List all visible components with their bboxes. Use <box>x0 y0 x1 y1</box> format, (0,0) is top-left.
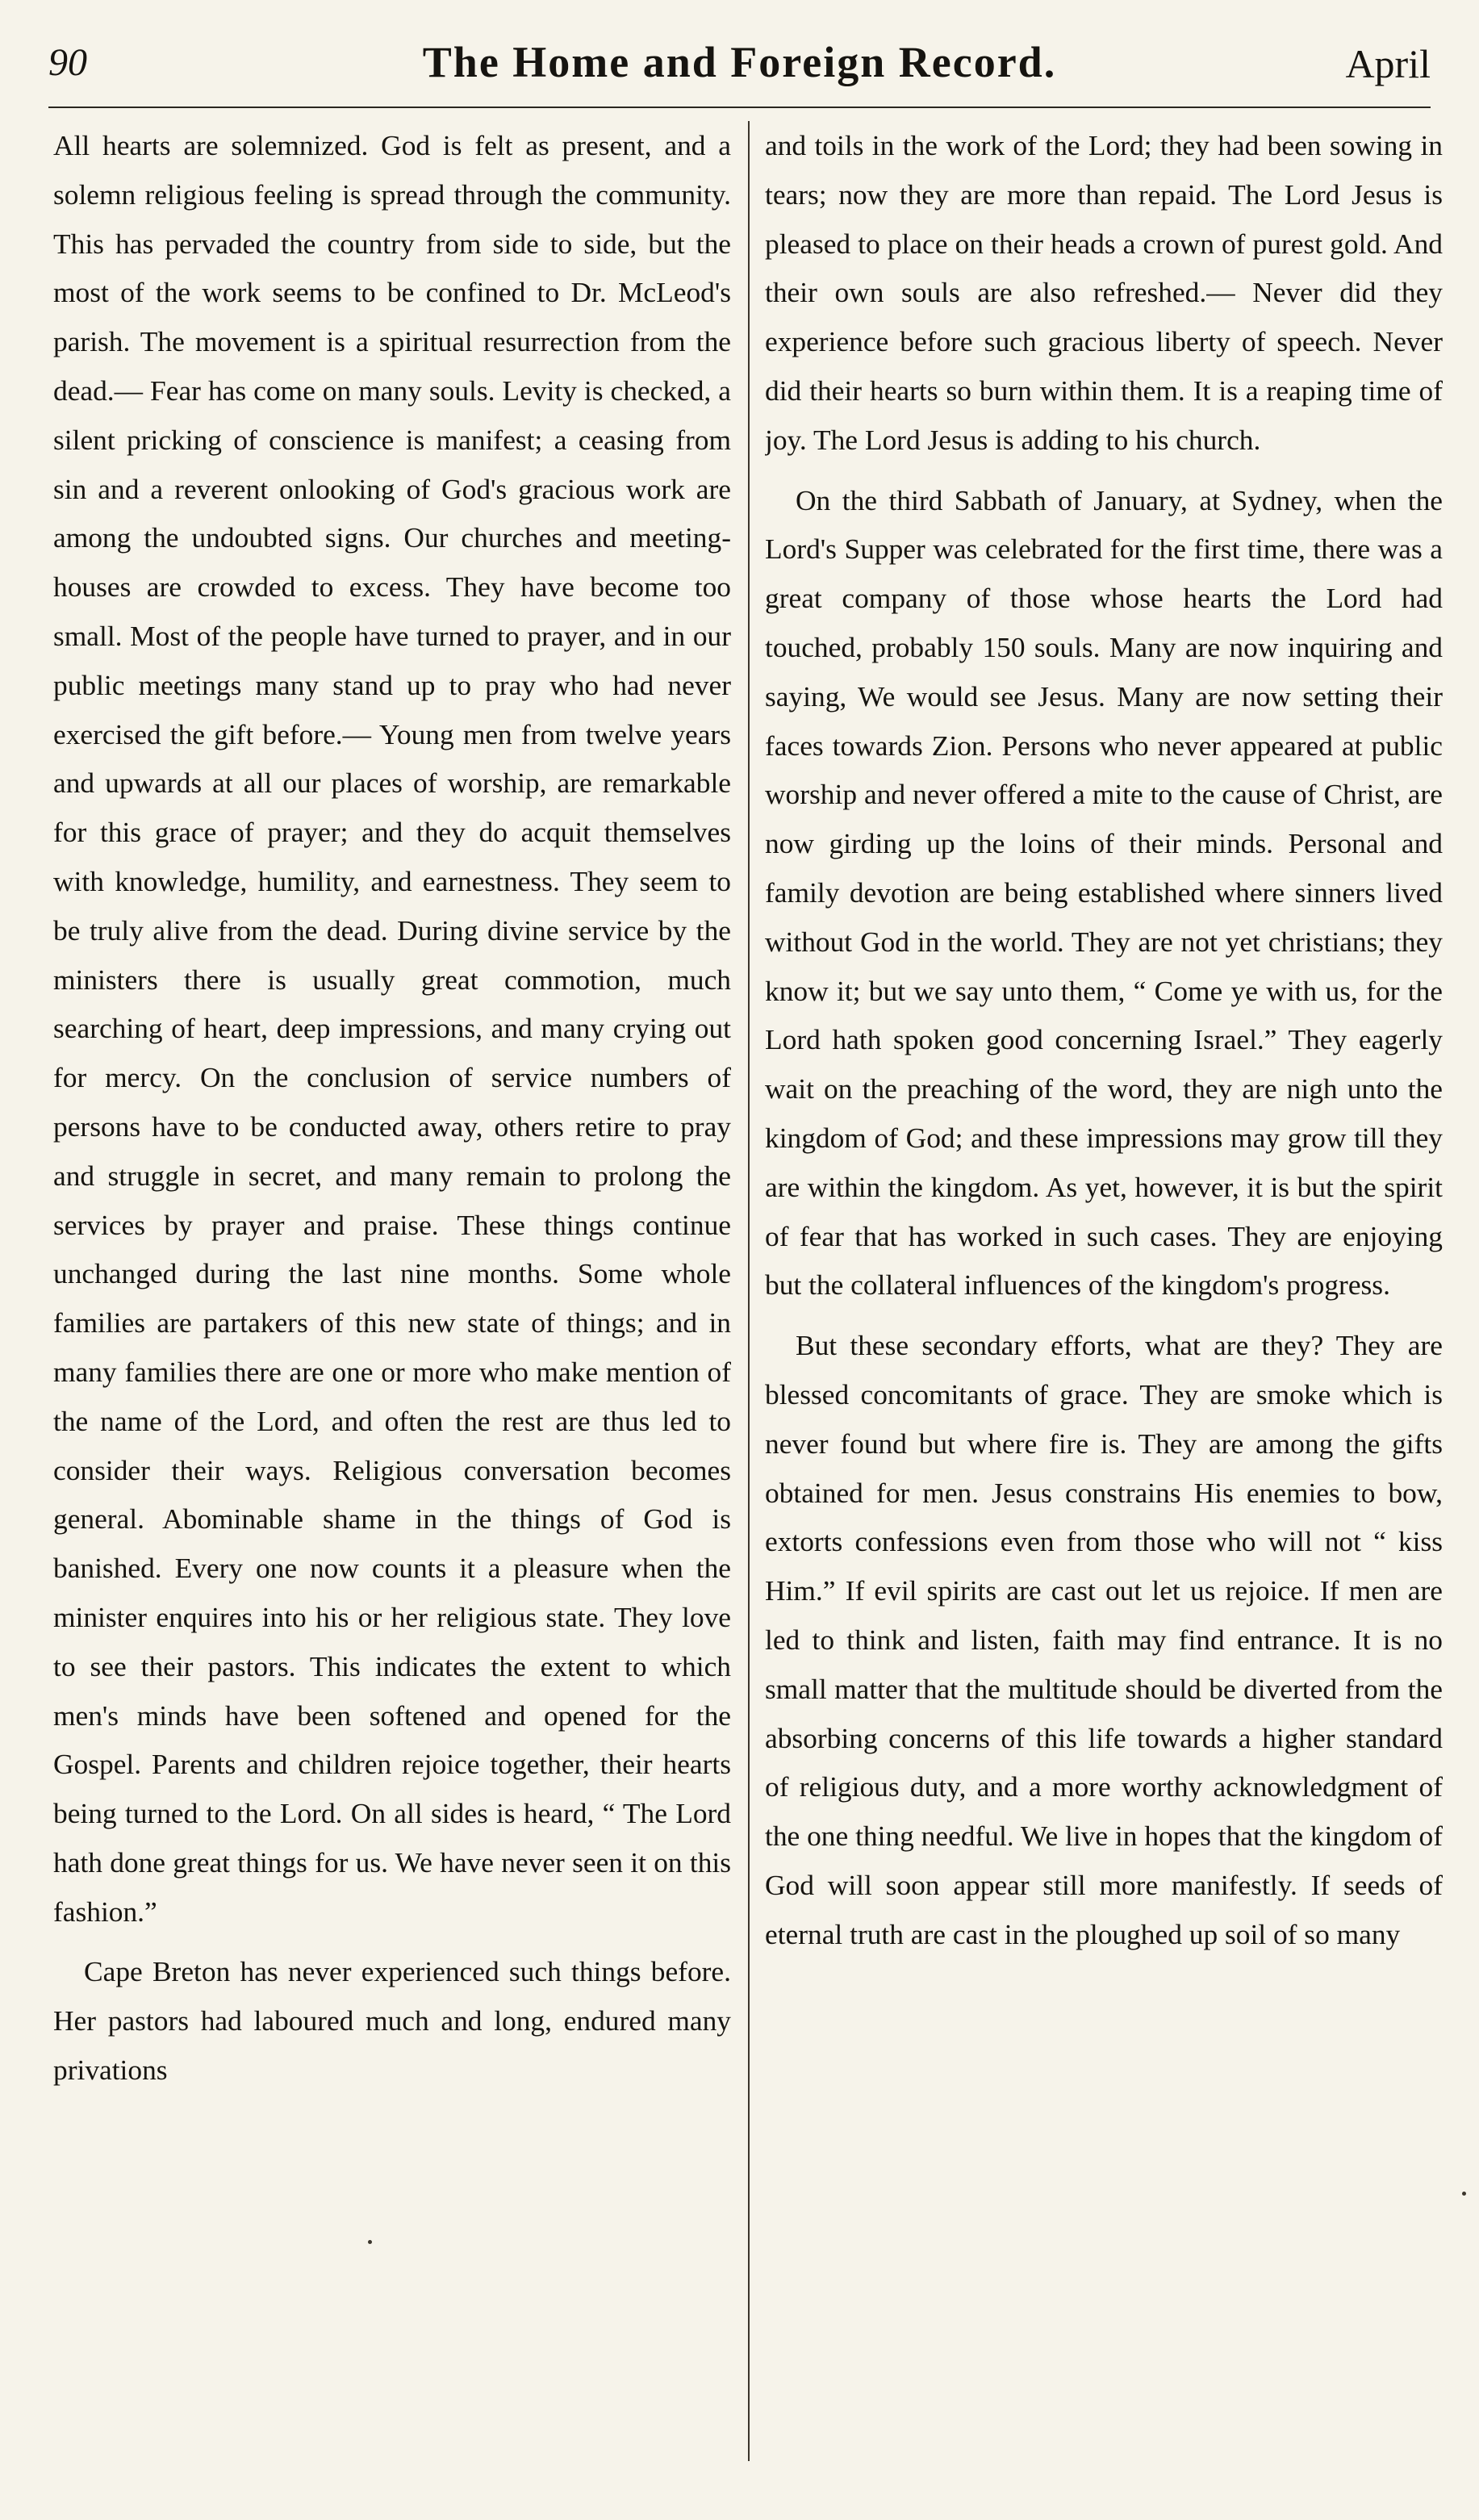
right-paragraph-1: and toils in the work of the Lord; they had been sowing in tears; now they are more than repaid. The Lord Jesus is pleased to place on their heads a crown of purest gold. And their own souls are also refreshed.— Never did they experience before such gracious liberty of speech. Never did their hearts so burn within them. It is a reaping time of joy. The Lord Jesus is adding to his church. <box>765 129 1443 456</box>
right-column <box>765 121 1443 2485</box>
column-divider <box>748 121 750 2461</box>
left-paragraph-1: All hearts are solemnized. God is felt as present, and a solemn religious feeling is spread through the community. This has pervaded the country from side to side, but the most of the work seems to be confined to Dr. McLeod's parish. The movement is a spiritual resurrection from the dead.— Fear has come on many souls. Levity is checked, a silent pricking of conscience is manifest; a ceasing from sin and a reverent onlooking of God's gracious work are among the undoubted signs. Our churches and meeting-houses are crowded to excess. They have become too small. Most of the people have turned to prayer, and in our public meetings many stand up to pray who had never exercised the gift before.— Young men from twelve years and upwards at all our places of worship, are remarkable for this grace of prayer; and they do acquit themselves with knowledge, humility, and earnestness. They seem to be truly alive from the dead. During divine service by the ministers there is usually great commotion, much searching of heart, deep impressions, and many crying out for mercy. On the conclusion of service numbers of persons have to be conducted away, others retire to pray and struggle in secret, and many remain to prolong the services by prayer and praise. These things continue unchanged during the last nine months. Some whole families are partakers of this new state of things; and in many families there are one or more who make mention of the name of the Lord, and often the rest are thus led to consider their ways. Religious conversation becomes general. Abominable shame in the things of God is banished. Every one now counts it a pleasure when the minister enquires into his or her religious state. They love to see their pastors. This indicates the extent to which men's minds have been softened and opened for the Gospel. Parents and children rejoice together, their hearts being turned to the Lord. On all sides is heard, “ The Lord hath done great things for us. We have never seen it on this fashion.” <box>53 129 731 1928</box>
text-columns <box>53 121 1443 2485</box>
print-speck <box>368 2240 372 2244</box>
right-paragraph-2: On the third Sabbath of January, at Sydney, when the Lord's Supper was celebrated for the first time, there was a great company of those whose hearts the Lord had touched, probably 150 souls. Many are now inquiring and saying, We would see Jesus. Many are now setting their faces towards Zion. Persons who never appeared at public worship and never offered a mite to the cause of Christ, are now girding up the loins of their minds. Personal and family devotion are being established where sinners lived without God in the world. They are not yet christians; they know it; but we say unto them, “ Come ye with us, for the Lord hath spoken good concerning Israel.” They eagerly wait on the preaching of the word, they are nigh unto the kingdom of God; and these impressions may grow till they are within the kingdom. As yet, however, it is but the spirit of fear that has worked in such cases. They are enjoying but the collateral influences of the kingdom's progress. <box>765 483 1443 1302</box>
print-speck <box>1462 2192 1466 2196</box>
page-number: 90 <box>48 41 87 84</box>
right-paragraph-3: But these secondary efforts, what are they? They are blessed concomitants of grace. They are smoke which is never found but where fire is. They are among the gifts obtained for men. Jesus constrains His enemies to bow, extorts confessions even from those who will not “ kiss Him.” If evil spirits are cast out let us rejoice. If men are led to think and listen, faith may find entrance. It is no small matter that the multitude should be diverted from the absorbing concerns of this life towards a higher standard of religious duty, and a more worthy acknowledgment of the one thing needful. We live in hopes that the kingdom of God will soon appear still more manifestly. If seeds of eternal truth are cast in the ploughed up soil of so many <box>765 1329 1443 1950</box>
running-title: The Home and Foreign Record. <box>422 38 1057 86</box>
left-paragraph-2: Cape Breton has never experienced such things before. Her pastors had laboured much and long, endured many privations <box>53 1955 731 2087</box>
page-header <box>48 32 1431 97</box>
left-column <box>53 121 731 2485</box>
running-month: April <box>1345 41 1431 86</box>
header-rule <box>48 107 1431 108</box>
